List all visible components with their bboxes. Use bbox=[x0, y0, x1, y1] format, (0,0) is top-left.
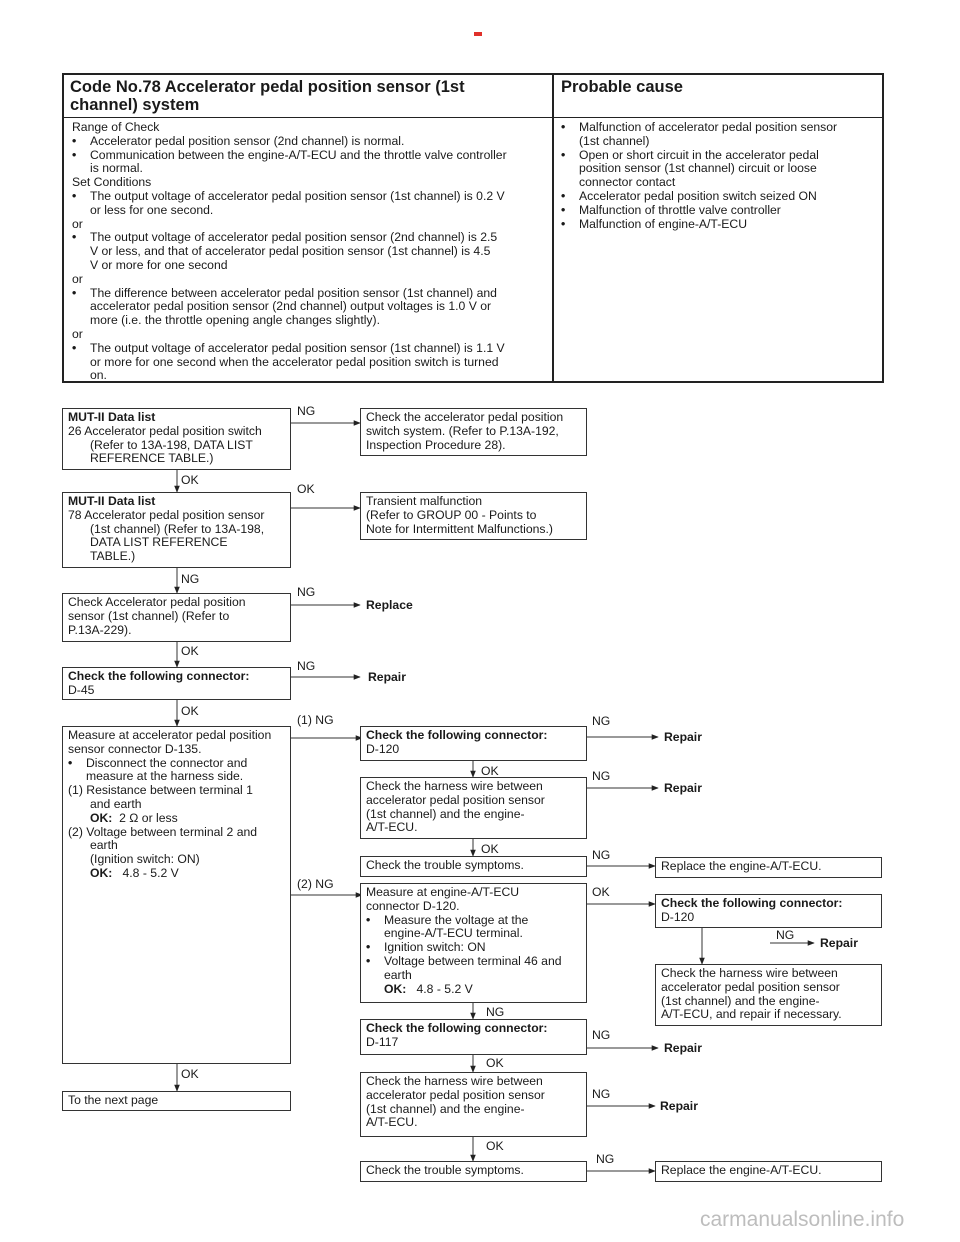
bullet-icon: • bbox=[72, 285, 77, 300]
ng-label: NG bbox=[592, 769, 611, 783]
ok-key: OK: bbox=[90, 865, 113, 880]
list-item-cont: (1st channel) bbox=[579, 133, 650, 148]
set-heading: Set Conditions bbox=[72, 175, 152, 190]
text: REFERENCE TABLE.) bbox=[90, 451, 214, 466]
step-trouble-symptoms-2 bbox=[360, 1161, 587, 1182]
ng-label: NG bbox=[776, 928, 795, 942]
ok-label: OK bbox=[181, 1067, 199, 1081]
ok-key: OK: bbox=[384, 981, 407, 996]
ok-key: OK: bbox=[90, 810, 113, 825]
result-repair: Repair bbox=[368, 670, 406, 684]
list-item-cont: more (i.e. the throttle opening angle changes slightly). bbox=[90, 313, 380, 328]
text: Measure the voltage at the bbox=[384, 912, 529, 927]
bullet-icon: • bbox=[72, 230, 77, 245]
text: The difference between accelerator pedal position sensor (1st channel) and bbox=[90, 285, 497, 300]
text: D-120 bbox=[366, 741, 400, 756]
ok-value: 4.8 - 5.2 V bbox=[416, 981, 473, 996]
text: A/T-ECU, and repair if necessary. bbox=[661, 1007, 842, 1022]
text: The output voltage of accelerator pedal position sensor (1st channel) is 1.1 V bbox=[90, 340, 505, 355]
text: A/T-ECU. bbox=[366, 820, 418, 835]
list-item-cont: V or less, and that of accelerator pedal position sensor (1st channel) is 4.5 bbox=[90, 244, 491, 259]
bullet-icon: • bbox=[72, 133, 77, 148]
result-repair: Repair bbox=[664, 1041, 702, 1055]
ng-label: NG bbox=[592, 714, 611, 728]
text: earth bbox=[384, 967, 412, 982]
ok-label: OK bbox=[486, 1139, 504, 1153]
bullet-icon: • bbox=[561, 202, 566, 217]
ok-label: OK bbox=[592, 885, 610, 899]
text: Check the trouble symptoms. bbox=[366, 1163, 524, 1177]
ok-label: OK bbox=[481, 764, 499, 778]
text: (2) Voltage between terminal 2 and bbox=[68, 824, 258, 839]
bullet-icon: • bbox=[561, 216, 566, 231]
text: Check the harness wire between bbox=[366, 1074, 543, 1088]
bullet-icon: • bbox=[366, 953, 371, 968]
ok-label: OK bbox=[181, 704, 199, 718]
text: engine-A/T-ECU terminal. bbox=[384, 926, 523, 941]
text: Note for Intermittent Malfunctions.) bbox=[366, 521, 553, 536]
step-title: Check the following connector: bbox=[366, 1021, 548, 1035]
list-item-cont: or less for one second. bbox=[90, 202, 214, 217]
text: connector D-120. bbox=[366, 898, 460, 913]
list-item-cont: on. bbox=[90, 368, 107, 383]
text: (Refer to 13A-198, DATA LIST bbox=[90, 437, 253, 452]
or-text: or bbox=[72, 216, 83, 231]
or-text: or bbox=[72, 271, 83, 286]
cause-title: Probable cause bbox=[561, 78, 683, 96]
text: The output voltage of accelerator pedal position sensor (1st channel) is 0.2 V bbox=[90, 188, 505, 203]
ok-value: 4.8 - 5.2 V bbox=[122, 865, 179, 880]
text: The output voltage of accelerator pedal position sensor (2nd channel) is 2.5 bbox=[90, 230, 498, 245]
text: Ignition switch: ON bbox=[384, 940, 486, 955]
list-item-cont: position sensor (1st channel) circuit or loose bbox=[579, 161, 817, 176]
title-line: Code No.78 Accelerator pedal position sensor (1st bbox=[70, 78, 465, 96]
text: Check the harness wire between bbox=[366, 779, 543, 793]
result-repair: Repair bbox=[664, 730, 702, 744]
result-repair: Repair bbox=[820, 936, 858, 950]
step-harness-check bbox=[360, 777, 587, 839]
text: A/T-ECU. bbox=[366, 1115, 418, 1130]
bullet-icon: • bbox=[72, 147, 77, 162]
ng-label: NG bbox=[181, 572, 200, 586]
ng1-label: (1) NG bbox=[297, 713, 334, 727]
text: Check the accelerator pedal position bbox=[366, 410, 564, 424]
text: (1st channel) and the engine- bbox=[366, 806, 525, 821]
text: measure at the harness side. bbox=[86, 769, 244, 784]
text: Replace the engine-A/T-ECU. bbox=[661, 859, 822, 873]
ng-label: NG bbox=[297, 585, 316, 599]
text: D-45 bbox=[68, 682, 95, 697]
ng-label: NG bbox=[486, 1005, 505, 1019]
step-measure-d135 bbox=[62, 726, 291, 1064]
bullet-icon: • bbox=[366, 940, 371, 955]
bullet-icon: • bbox=[72, 340, 77, 355]
ng-label: NG bbox=[596, 1152, 615, 1166]
step-connector-d117 bbox=[360, 1019, 587, 1055]
step-title: Check the following connector: bbox=[661, 896, 843, 910]
text: (1) Resistance between terminal 1 bbox=[68, 783, 253, 798]
text: Voltage between terminal 46 and bbox=[384, 953, 562, 968]
text: Open or short circuit in the accelerator pedal bbox=[579, 147, 819, 162]
list-item-cont: accelerator pedal position sensor (2nd channel) output voltages is 1.0 V or bbox=[90, 299, 492, 314]
result-check-switch-system bbox=[360, 408, 587, 456]
result-replace-ecu bbox=[655, 857, 882, 878]
text: (1st channel) and the engine- bbox=[366, 1101, 525, 1116]
step-connector-d120 bbox=[360, 726, 587, 761]
list-item-cont: connector contact bbox=[579, 175, 676, 190]
text: P.13A-229). bbox=[68, 622, 132, 637]
step-check-sensor bbox=[62, 593, 291, 642]
text: Replace the engine-A/T-ECU. bbox=[661, 1163, 822, 1177]
result-replace: Replace bbox=[366, 598, 413, 612]
text: (Ignition switch: ON) bbox=[90, 852, 200, 867]
text: Measure at accelerator pedal position bbox=[68, 728, 272, 742]
ng-label: NG bbox=[592, 1087, 611, 1101]
bullet-icon: • bbox=[561, 120, 566, 134]
text: Malfunction of engine-A/T-ECU bbox=[579, 216, 747, 231]
text: DATA LIST REFERENCE bbox=[90, 535, 228, 550]
text: accelerator pedal position sensor bbox=[661, 979, 840, 994]
text: TABLE.) bbox=[90, 549, 136, 564]
text: Check Accelerator pedal position bbox=[68, 595, 246, 609]
ok-label: OK bbox=[486, 1056, 504, 1070]
text: sensor (1st channel) (Refer to bbox=[68, 608, 230, 623]
text: (1st channel) (Refer to 13A-198, bbox=[90, 521, 265, 536]
step-title: MUT-II Data list bbox=[68, 410, 156, 424]
list-item-cont: V or more for one second bbox=[90, 257, 228, 272]
text: D-120 bbox=[661, 909, 695, 924]
ng-label: NG bbox=[592, 848, 611, 862]
text: To the next page bbox=[68, 1093, 159, 1107]
text: accelerator pedal position sensor bbox=[366, 792, 545, 807]
text: 78 Accelerator pedal position sensor bbox=[68, 507, 265, 522]
step-title: Check the following connector: bbox=[68, 669, 250, 683]
text: (1st channel) and the engine- bbox=[661, 993, 820, 1008]
bullet-icon: • bbox=[72, 188, 77, 203]
text: (Refer to GROUP 00 - Points to bbox=[366, 507, 537, 522]
text: Accelerator pedal position switch seized ON bbox=[579, 188, 817, 203]
ok-label: OK bbox=[481, 842, 499, 856]
result-transient bbox=[360, 492, 587, 540]
ok-label: OK bbox=[181, 644, 199, 658]
result-repair: Repair bbox=[660, 1099, 698, 1113]
ng-label: NG bbox=[297, 659, 316, 673]
text: earth bbox=[90, 838, 118, 853]
step-connector-d120-2 bbox=[655, 894, 882, 928]
text: Check the harness wire between bbox=[661, 966, 838, 980]
step-trouble-symptoms bbox=[360, 856, 587, 877]
ng-label: NG bbox=[592, 1028, 611, 1042]
text: Transient malfunction bbox=[366, 494, 483, 508]
step-measure-d120 bbox=[360, 883, 587, 1003]
step-mut-data-78 bbox=[62, 492, 291, 568]
step-connector-d45 bbox=[62, 667, 291, 700]
text: D-117 bbox=[366, 1034, 399, 1049]
text: Malfunction of throttle valve controller bbox=[579, 202, 781, 217]
text: Communication between the engine-A/T-ECU and the throttle valve controller bbox=[90, 147, 507, 162]
text: Inspection Procedure 28). bbox=[366, 437, 506, 452]
text: switch system. (Refer to P.13A-192, bbox=[366, 423, 559, 438]
text: Check the trouble symptoms. bbox=[366, 858, 524, 872]
text: Accelerator pedal position sensor (2nd channel) is normal. bbox=[90, 133, 405, 148]
step-harness-repair bbox=[655, 964, 882, 1026]
step-title: Check the following connector: bbox=[366, 728, 548, 742]
list-item-cont: or more for one second when the accelerator pedal position switch is turned bbox=[90, 354, 499, 369]
ng-label: NG bbox=[297, 404, 316, 418]
ng2-label: (2) NG bbox=[297, 877, 334, 891]
text: accelerator pedal position sensor bbox=[366, 1087, 545, 1102]
step-next-page bbox=[62, 1091, 291, 1111]
text: sensor connector D-135. bbox=[68, 741, 202, 756]
text: 26 Accelerator pedal position switch bbox=[68, 423, 262, 438]
bullet-icon: • bbox=[561, 188, 566, 203]
range-heading: Range of Check bbox=[72, 120, 160, 134]
step-title: MUT-II Data list bbox=[68, 494, 156, 508]
step-harness-check-2 bbox=[360, 1072, 587, 1137]
text: Disconnect the connector and bbox=[86, 755, 248, 770]
watermark: carmanualsonline.info bbox=[700, 1208, 905, 1231]
ok-label: OK bbox=[181, 473, 199, 487]
result-replace-ecu-2 bbox=[655, 1161, 882, 1182]
bullet-icon: • bbox=[68, 755, 73, 770]
or-text: or bbox=[72, 326, 83, 341]
list-item-cont: is normal. bbox=[90, 161, 143, 176]
ok-label: OK bbox=[297, 482, 315, 496]
text: and earth bbox=[90, 796, 142, 811]
ok-value: 2 Ω or less bbox=[119, 810, 178, 825]
bullet-icon: • bbox=[561, 147, 566, 162]
text: Malfunction of accelerator pedal position sensor bbox=[579, 120, 838, 134]
step-mut-data-26 bbox=[62, 408, 291, 470]
text: Measure at engine-A/T-ECU bbox=[366, 885, 520, 899]
bullet-icon: • bbox=[366, 912, 371, 927]
title-line: channel) system bbox=[70, 96, 200, 114]
result-repair: Repair bbox=[664, 781, 702, 795]
